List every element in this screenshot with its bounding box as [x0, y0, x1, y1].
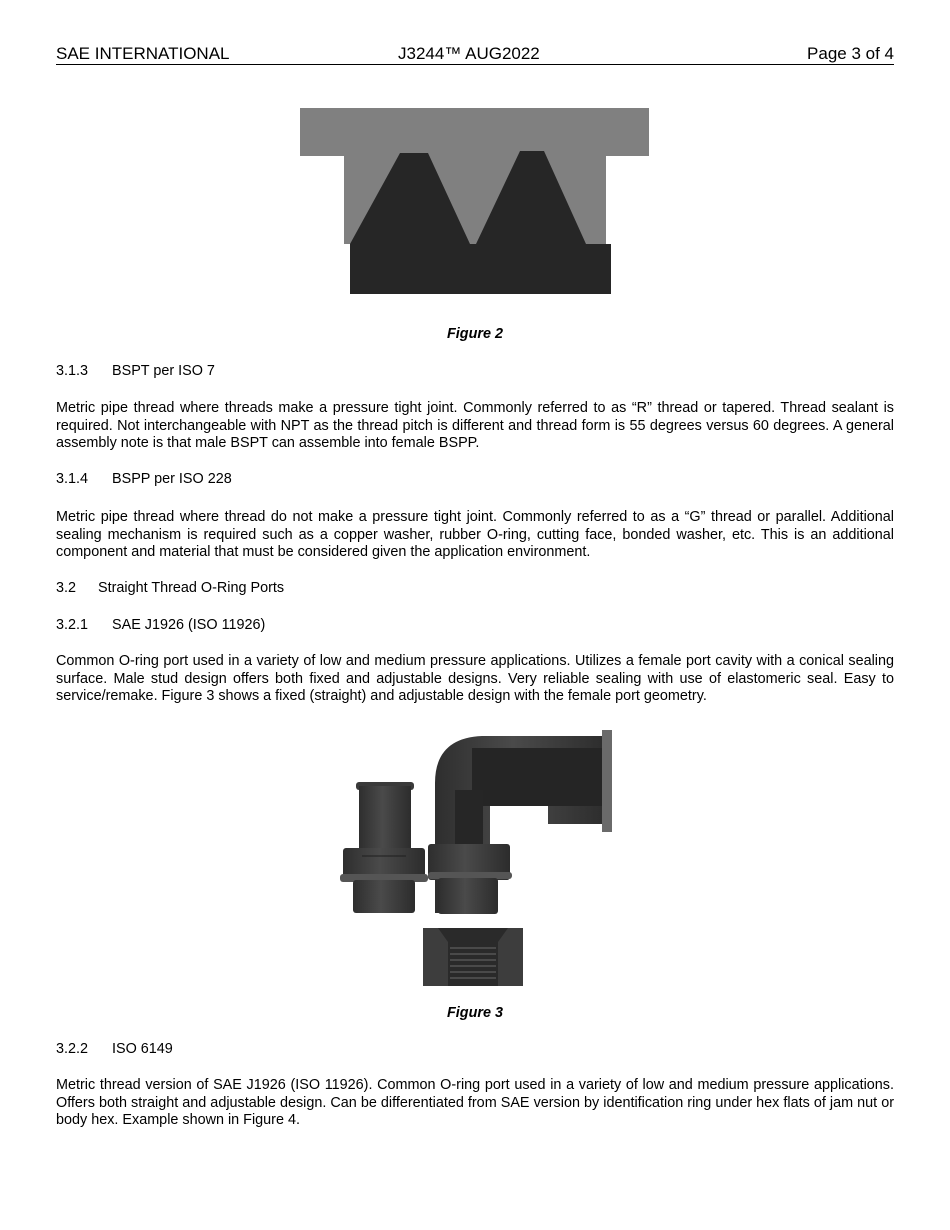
section-number: 3.2.2 [56, 1041, 89, 1057]
section-title: SAE J1926 (ISO 11926) [112, 617, 266, 633]
section-3-1-3-body: Metric pipe thread where threads make a pressure tight joint. Commonly referred to as “R” thread or tapered. Thread sealant is required. Not interchangeable with NPT as the thread pitch is different and thread form is 55 degrees versus 60 degrees. A general assembly note is that male BSPT can assemble into female BSPP. [56, 400, 894, 451]
male-thread-base [350, 244, 611, 294]
female-thread-body-right [606, 156, 649, 244]
section-3-2-2-body: Metric thread version of SAE J1926 (ISO 11926). Common O-ring port used in a variety of low and medium pressure applications. Offers both straight and adjustable design. Can be differentiated from SAE version by identification ring under hex flats of jam nut or body hex. Example shown in Figure 4. [56, 1077, 894, 1128]
header-doc-id: J3244™ AUG2022 [398, 44, 540, 63]
section-number: 3.1.3 [56, 363, 89, 379]
section-3-2-1-heading [56, 617, 894, 635]
section-title: Straight Thread O-Ring Ports [98, 580, 285, 596]
figure-2-caption: Figure 2 [447, 326, 503, 342]
elbow-fitting [428, 730, 612, 914]
section-3-2-2-heading [56, 1041, 894, 1059]
section-3-1-4-heading [56, 471, 894, 489]
section-title: BSPT per ISO 7 [112, 363, 215, 379]
straight-fitting [340, 782, 428, 913]
o-ring-port-fittings-illustration [340, 728, 615, 986]
figure-3-caption: Figure 3 [447, 1005, 503, 1021]
header-org: SAE INTERNATIONAL [56, 44, 230, 63]
header-page-number: Page 3 of 4 [807, 44, 894, 63]
section-number: 3.1.4 [56, 471, 89, 487]
thread-profile-diagram [300, 108, 650, 294]
thread-outer-shape [300, 108, 649, 244]
section-number: 3.2.1 [56, 617, 89, 633]
section-3-1-4-body: Metric pipe thread where thread do not make a pressure tight joint. Commonly referred to as a “G” thread or parallel. Additional sealing mechanism is required such as a copper washer, rubber O-ring, cutting face, bonded washer, etc. This is an additional component and material that must be considered given the application environment. [56, 509, 894, 560]
section-title: ISO 6149 [112, 1041, 173, 1057]
page-header [56, 44, 894, 65]
section-3-2-1-body: Common O-ring port used in a variety of low and medium pressure applications. Utilizes a female port cavity with a conical sealing surface. Male stud design offers both fixed and adjustable designs. Very reliable sealing with use of elastomeric seal. Easy to service/remake. Figure 3 shows a fixed (straight) and adjustable design with the female port geometry. [56, 653, 894, 704]
section-title: BSPP per ISO 228 [112, 471, 232, 487]
section-number: 3.2 [56, 580, 77, 596]
female-port [423, 928, 523, 986]
section-3-2-heading [56, 580, 894, 598]
section-3-1-3-heading [56, 363, 894, 381]
female-thread-body [300, 156, 344, 244]
